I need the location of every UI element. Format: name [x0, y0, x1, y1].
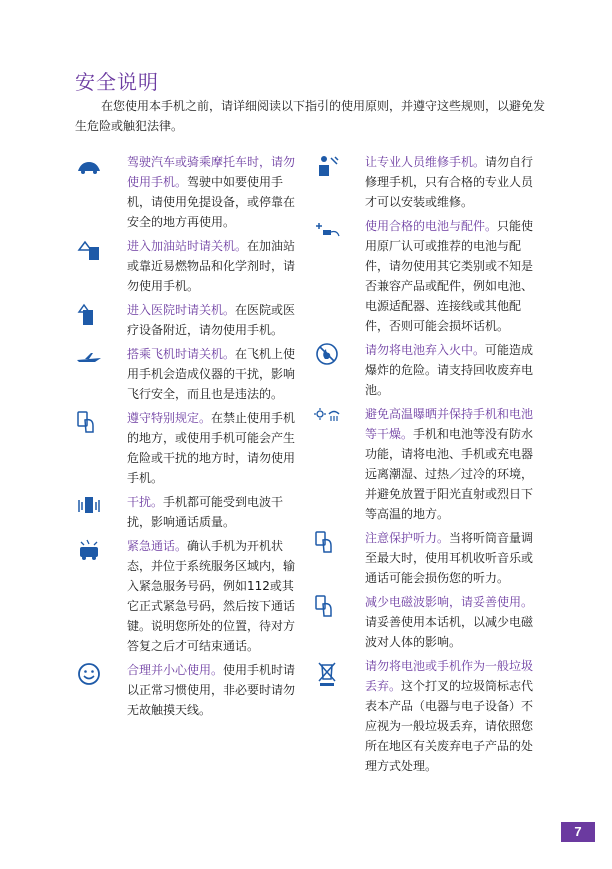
- item-heading: 避免高温曝晒并保持手机和电池等干燥。: [365, 407, 534, 441]
- item-heading: 请勿将电池或手机作为一般垃圾丢弃。: [365, 659, 534, 693]
- safety-item-hospital: [75, 300, 297, 340]
- item-heading: 进入医院时请关机。: [127, 303, 236, 317]
- item-heading: 减少电磁波影响，请妥善使用。: [365, 595, 534, 609]
- item-body: 确认手机为开机状态，并位于系统服务区域内，输入紧急服务号码，例如112或其它正式紧急号码，然后按下通话键。说明您所处的位置，待对方答复之后才可结束通话。: [127, 539, 296, 653]
- item-body: 请妥善使用本话机，以减少电磁波对人体的影响。: [365, 615, 534, 649]
- item-body: 只能使用原厂认可或推荐的电池与配件，请勿使用其它类别或不知是否兼容产品或配件，例如电池、电源适配器、连接线或其他配件，否则可能会损坏话机。: [365, 219, 534, 333]
- item-body: 请勿自行修理手机，只有合格的专业人员才可以安装或维修。: [365, 155, 534, 209]
- page-title: 安全说明: [75, 70, 159, 94]
- safety-item-emf: [313, 592, 535, 652]
- smiley-icon: [75, 662, 103, 686]
- item-body: 使用手机时请以正常习惯使用，非必要时请勿无故触摸天线。: [127, 663, 296, 717]
- hand-phone-icon: [75, 410, 103, 434]
- safety-item-airplane: [75, 344, 297, 404]
- no-fire-icon: [313, 342, 341, 366]
- hearing-icon: [313, 530, 341, 554]
- item-body: 驾驶中如要使用手机，请使用免提设备，或停靠在安全的地方再使用。: [127, 175, 296, 229]
- item-body: 这个打叉的垃圾筒标志代表本产品（电器与电子设备）不应视为一般垃圾丢弃，请依照您所在地区有关废弃电子产品的处理方式处理。: [365, 679, 534, 773]
- item-heading: 让专业人员维修手机。: [365, 155, 486, 169]
- car-icon: [75, 154, 103, 178]
- item-body: 在飞机上使用手机会造成仪器的干扰，影响飞行安全，而且也是违法的。: [127, 347, 296, 401]
- item-body: 在加油站或靠近易燃物品和化学剂时，请勿使用手机。: [127, 239, 296, 293]
- safety-item-careful-use: [75, 660, 297, 720]
- safety-item-disposal: [313, 656, 535, 776]
- safety-item-repair: [313, 152, 535, 212]
- item-body: 手机和电池等没有防水功能，请将电池、手机或充电器远离潮湿、过热／过冷的环境，并避免放置于阳光直射或烈日下等高温的地方。: [365, 427, 534, 521]
- page-number: 7: [561, 822, 595, 842]
- item-heading: 驾驶汽车或骑乘摩托车时，请勿使用手机。: [127, 155, 296, 189]
- hospital-icon: [75, 302, 103, 326]
- sun-water-icon: [313, 406, 341, 430]
- item-body: 在医院或医疗设备附近，请勿使用手机。: [127, 303, 296, 337]
- emf-icon: [313, 594, 341, 618]
- safety-item-special-rules: [75, 408, 297, 488]
- item-heading: 进入加油站时请关机。: [127, 239, 248, 253]
- right-column: [313, 152, 535, 776]
- item-body: 当将听筒音量调至最大时，使用耳机收听音乐或通话可能会损伤您的听力。: [365, 531, 534, 585]
- item-heading: 紧急通话。: [127, 539, 188, 553]
- safety-item-driving: [75, 152, 297, 232]
- item-heading: 遵守特别规定。: [127, 411, 212, 425]
- battery-charger-icon: [313, 218, 341, 242]
- item-heading: 合理并小心使用。: [127, 663, 224, 677]
- interference-icon: [75, 494, 103, 518]
- item-body: 手机都可能受到电波干扰，影响通话质量。: [127, 495, 284, 529]
- item-body: 在禁止使用手机的地方，或使用手机可能会产生危险或干扰的地方时，请勿使用手机。: [127, 411, 296, 485]
- repair-person-icon: [313, 154, 341, 178]
- safety-item-fuel: [75, 236, 297, 296]
- item-heading: 使用合格的电池与配件。: [365, 219, 498, 233]
- safety-item-no-fire: [313, 340, 535, 400]
- safety-item-heat-moisture: [313, 404, 535, 524]
- item-heading: 注意保护听力。: [365, 531, 450, 545]
- safety-item-interference: [75, 492, 297, 532]
- left-column: [75, 152, 297, 720]
- safety-item-hearing: [313, 528, 535, 588]
- item-heading: 请勿将电池弃入火中。: [365, 343, 486, 357]
- emergency-vehicle-icon: [75, 538, 103, 562]
- safety-item-accessories: [313, 216, 535, 336]
- item-heading: 干扰。: [127, 495, 164, 509]
- airplane-icon: [75, 346, 103, 370]
- item-body: 可能造成爆炸的危险。请支持回收废弃电池。: [365, 343, 534, 397]
- fuel-station-icon: [75, 238, 103, 262]
- item-heading: 搭乘飞机时请关机。: [127, 347, 236, 361]
- intro-paragraph: 在您使用本手机之前，请详细阅读以下指引的使用原则，并遵守这些规则，以避免发生危险或触犯法律。: [75, 99, 546, 133]
- safety-item-emergency: [75, 536, 297, 656]
- weee-bin-icon: [313, 658, 341, 686]
